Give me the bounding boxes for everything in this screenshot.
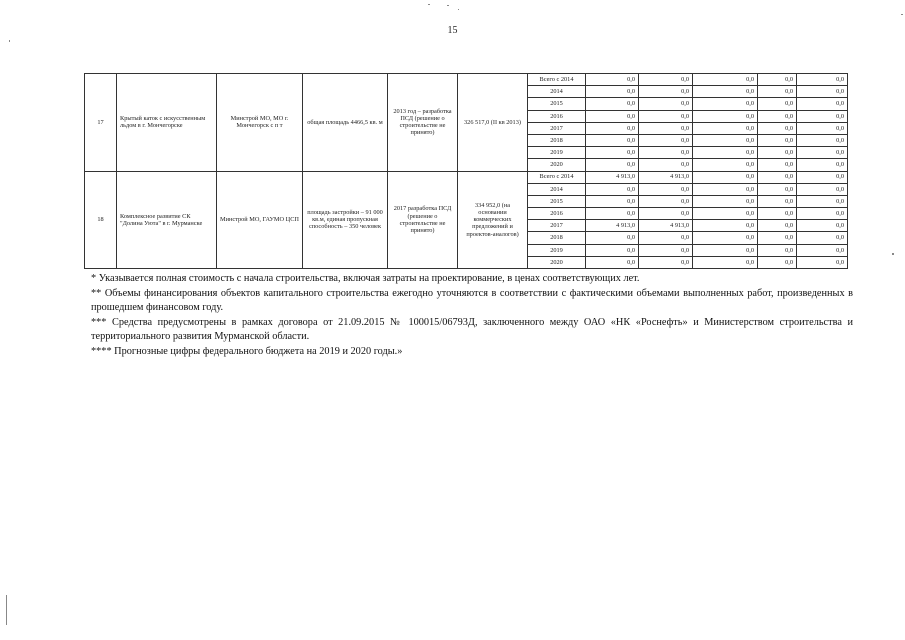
page-number: 15 — [447, 25, 458, 36]
capital-construction-table — [84, 73, 848, 269]
value-cell: 0,0 — [586, 110, 639, 122]
value-cell: 0,0 — [586, 232, 639, 244]
value-cell: 0,0 — [586, 134, 639, 146]
value-cell: 0,0 — [586, 256, 639, 268]
value-cell: 0,0 — [758, 256, 797, 268]
value-cell: 0,0 — [693, 159, 758, 171]
value-cell: 0,0 — [639, 147, 693, 159]
value-cell: 0,0 — [758, 244, 797, 256]
value-cell: 0,0 — [797, 232, 848, 244]
scan-speck — [9, 40, 10, 42]
year-cell: 2020 — [528, 159, 586, 171]
value-cell: 0,0 — [797, 208, 848, 220]
value-cell: 0,0 — [639, 244, 693, 256]
value-cell: 0,0 — [693, 86, 758, 98]
value-cell: 0,0 — [797, 147, 848, 159]
year-cell: 2016 — [528, 110, 586, 122]
footnote-2: ** Объемы финансирования объектов капитального строительства ежегодно уточняются в соответствии с фактическими объемами выполненных работ, произведенных в прошедшем финансовом году. — [91, 287, 853, 314]
value-cell: 0,0 — [639, 134, 693, 146]
year-cell: Всего с 2014 — [528, 74, 586, 86]
customer-cell: Минстрой МО, ГАУМО ЦСП — [217, 171, 303, 269]
year-cell: 2016 — [528, 208, 586, 220]
value-cell: 0,0 — [693, 74, 758, 86]
footnote-1: * Указывается полная стоимость с начала строительства, включая затраты на проектирование, в ценах соответствующих лет. — [91, 273, 640, 284]
footnotes — [91, 272, 853, 360]
scan-speck — [447, 5, 449, 6]
value-cell: 0,0 — [693, 122, 758, 134]
value-cell: 0,0 — [639, 256, 693, 268]
value-cell: 4 913,0 — [639, 220, 693, 232]
value-cell: 0,0 — [797, 110, 848, 122]
value-cell: 0,0 — [758, 74, 797, 86]
value-cell: 0,0 — [693, 134, 758, 146]
year-cell: 2017 — [528, 220, 586, 232]
value-cell: 0,0 — [797, 195, 848, 207]
value-cell: 0,0 — [797, 244, 848, 256]
scan-speck — [6, 595, 7, 625]
value-cell: 4 913,0 — [639, 171, 693, 183]
value-cell: 0,0 — [758, 171, 797, 183]
value-cell: 0,0 — [797, 86, 848, 98]
design-stage-cell: 2013 год – разработка ПСД (решение о строительстве не принято) — [388, 74, 458, 172]
value-cell: 0,0 — [758, 220, 797, 232]
customer-cell: Минстрой МО, МО г. Мончегорск с п т — [217, 74, 303, 172]
value-cell: 0,0 — [797, 134, 848, 146]
value-cell: 0,0 — [797, 220, 848, 232]
year-cell: 2020 — [528, 256, 586, 268]
value-cell: 0,0 — [586, 147, 639, 159]
value-cell: 4 913,0 — [586, 171, 639, 183]
year-cell: 2018 — [528, 232, 586, 244]
value-cell: 0,0 — [758, 134, 797, 146]
value-cell: 0,0 — [586, 98, 639, 110]
scan-speck — [428, 4, 430, 5]
value-cell: 0,0 — [797, 171, 848, 183]
footnote-3: *** Средства предусмотрены в рамках договора от 21.09.2015 № 100015/06793Д, заключенного между ОАО «НК «Роснефть» и Министерством строительства и территориального развития Мурманской области. — [91, 316, 853, 343]
value-cell: 4 913,0 — [586, 220, 639, 232]
value-cell: 0,0 — [758, 98, 797, 110]
value-cell: 0,0 — [758, 86, 797, 98]
value-cell: 0,0 — [639, 159, 693, 171]
year-cell: 2014 — [528, 183, 586, 195]
value-cell: 0,0 — [693, 171, 758, 183]
project-number-cell: 17 — [85, 74, 117, 172]
estimated-cost-cell: 326 517,0 (II кв 2013) — [458, 74, 528, 172]
value-cell: 0,0 — [797, 98, 848, 110]
value-cell: 0,0 — [693, 147, 758, 159]
scan-speck — [901, 14, 903, 15]
value-cell: 0,0 — [693, 183, 758, 195]
year-cell: 2019 — [528, 147, 586, 159]
value-cell: 0,0 — [758, 147, 797, 159]
value-cell: 0,0 — [758, 159, 797, 171]
year-cell: 2015 — [528, 98, 586, 110]
value-cell: 0,0 — [797, 74, 848, 86]
value-cell: 0,0 — [758, 195, 797, 207]
value-cell: 0,0 — [693, 220, 758, 232]
design-stage-cell: 2017 разработка ПСД (решение о строительстве не принято) — [388, 171, 458, 269]
value-cell: 0,0 — [639, 208, 693, 220]
value-cell: 0,0 — [639, 110, 693, 122]
value-cell: 0,0 — [758, 232, 797, 244]
value-cell: 0,0 — [693, 110, 758, 122]
table-row — [85, 171, 848, 183]
scan-speck — [892, 253, 894, 255]
value-cell: 0,0 — [639, 232, 693, 244]
value-cell: 0,0 — [586, 244, 639, 256]
value-cell: 0,0 — [586, 195, 639, 207]
table-row — [85, 74, 848, 86]
value-cell: 0,0 — [639, 74, 693, 86]
footnote-4: **** Прогнозные цифры федерального бюджета на 2019 и 2020 годы.» — [91, 345, 403, 357]
value-cell: 0,0 — [586, 86, 639, 98]
value-cell: 0,0 — [693, 208, 758, 220]
project-number-cell: 18 — [85, 171, 117, 269]
value-cell: 0,0 — [693, 256, 758, 268]
value-cell: 0,0 — [639, 98, 693, 110]
year-cell: 2015 — [528, 195, 586, 207]
value-cell: 0,0 — [758, 110, 797, 122]
year-cell: Всего с 2014 — [528, 171, 586, 183]
value-cell: 0,0 — [586, 74, 639, 86]
value-cell: 0,0 — [639, 195, 693, 207]
year-cell: 2014 — [528, 86, 586, 98]
value-cell: 0,0 — [586, 208, 639, 220]
object-name-cell: Комплексное развитие СК "Долина Уюта" в г. Мурманске — [117, 171, 217, 269]
year-cell: 2019 — [528, 244, 586, 256]
value-cell: 0,0 — [586, 159, 639, 171]
capacity-cell: общая площадь 4466,5 кв. м — [303, 74, 388, 172]
capacity-cell: площадь застройки – 91 000 кв.м, единая пропускная способность – 350 человек — [303, 171, 388, 269]
value-cell: 0,0 — [797, 256, 848, 268]
value-cell: 0,0 — [758, 183, 797, 195]
value-cell: 0,0 — [693, 195, 758, 207]
value-cell: 0,0 — [693, 244, 758, 256]
value-cell: 0,0 — [586, 183, 639, 195]
value-cell: 0,0 — [639, 183, 693, 195]
value-cell: 0,0 — [797, 122, 848, 134]
value-cell: 0,0 — [758, 208, 797, 220]
value-cell: 0,0 — [797, 159, 848, 171]
value-cell: 0,0 — [797, 183, 848, 195]
value-cell: 0,0 — [639, 86, 693, 98]
year-cell: 2018 — [528, 134, 586, 146]
estimated-cost-cell: 334 952,0 (на основании коммерческих предложений и проектов-аналогов) — [458, 171, 528, 269]
object-name-cell: Крытый каток с искусственным льдом в г. Мончегорске — [117, 74, 217, 172]
year-cell: 2017 — [528, 122, 586, 134]
value-cell: 0,0 — [693, 98, 758, 110]
scan-speck — [458, 9, 459, 10]
value-cell: 0,0 — [758, 122, 797, 134]
value-cell: 0,0 — [586, 122, 639, 134]
value-cell: 0,0 — [639, 122, 693, 134]
value-cell: 0,0 — [693, 232, 758, 244]
